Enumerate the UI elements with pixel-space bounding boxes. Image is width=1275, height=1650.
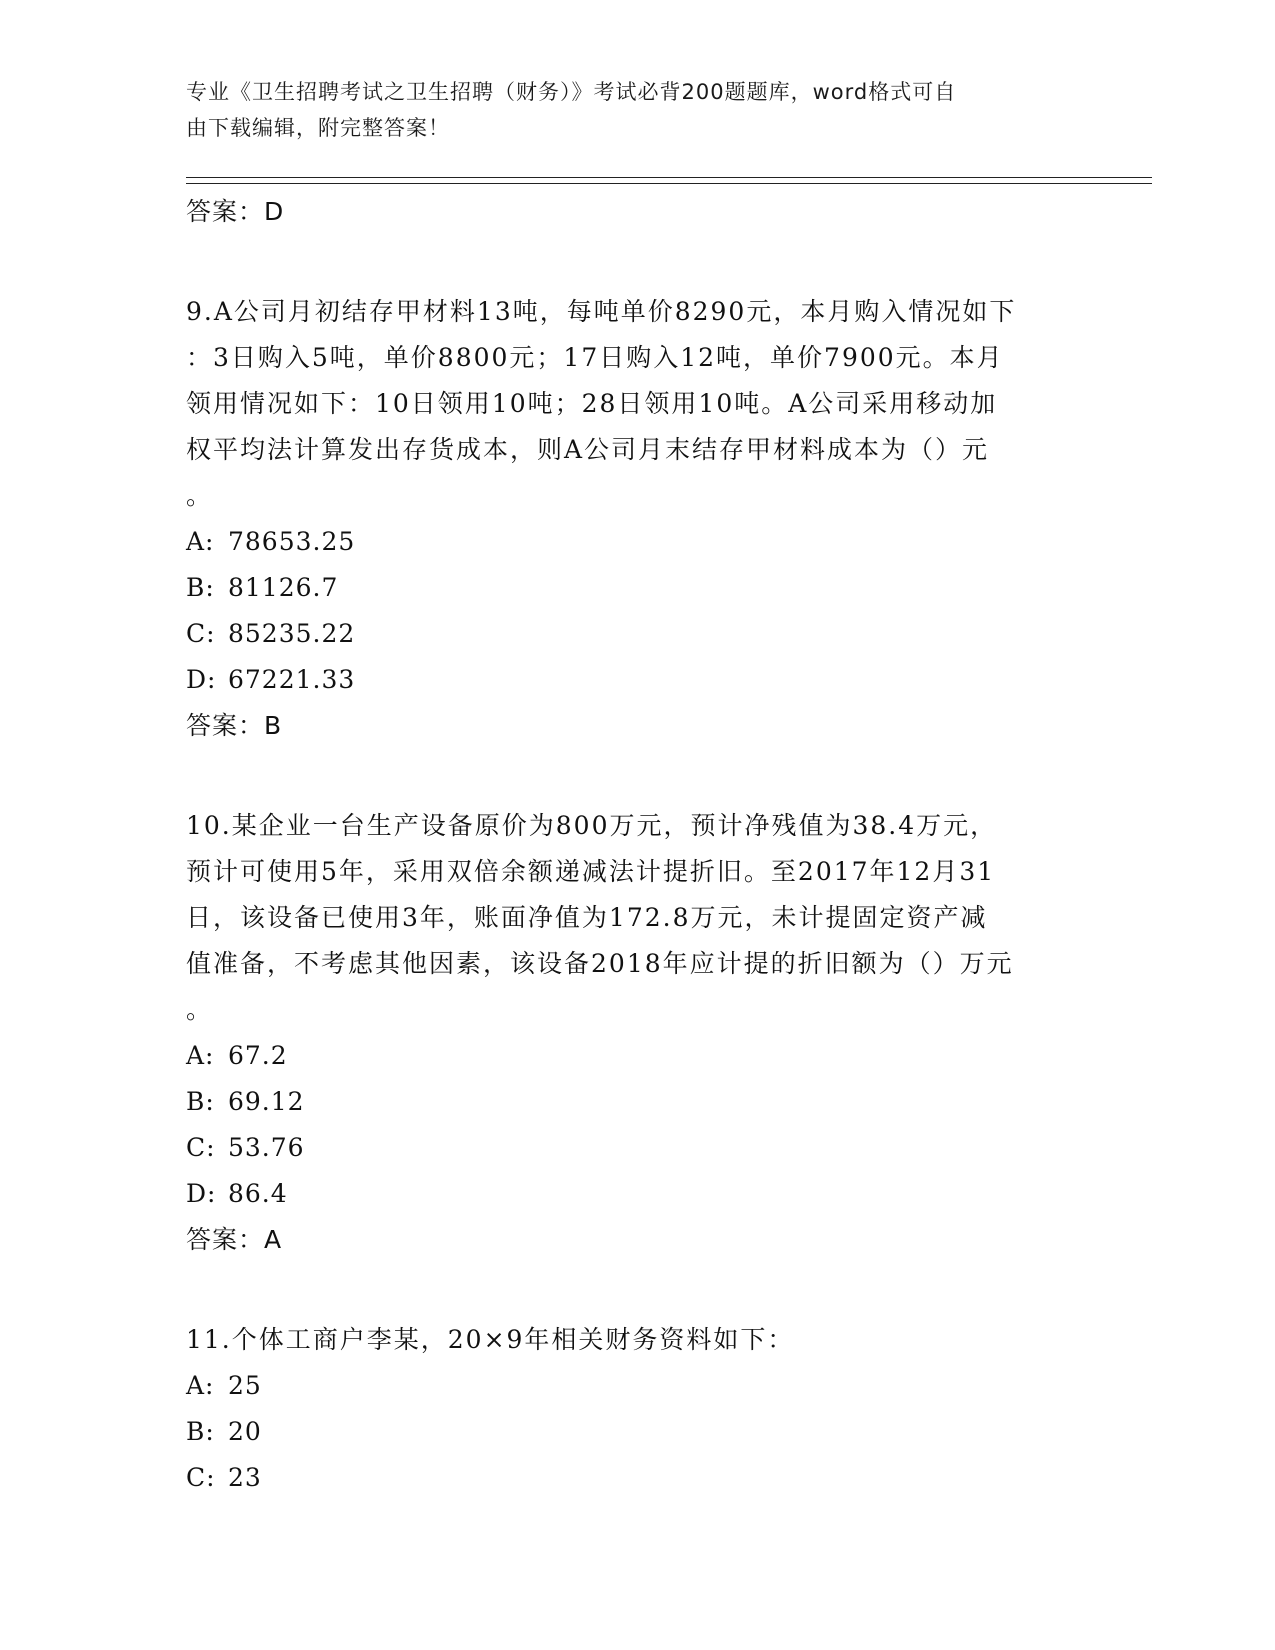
question-11 [186, 1317, 1086, 1363]
question-9-answer: 答案：B [186, 711, 283, 740]
option-value: 81126.7 [228, 573, 339, 602]
option-label: C: [186, 1133, 216, 1162]
question-10-line-2: 预计可使用5年，采用双倍余额递减法计提折旧。至2017年12月31 [186, 857, 996, 886]
spacer [186, 1263, 1086, 1317]
question-9-line-1: 9.A公司月初结存甲材料13吨，每吨单价8290元，本月购入情况如下 [186, 297, 1017, 326]
spacer [186, 749, 1086, 803]
header-divider-bottom [186, 183, 1152, 184]
previous-answer: 答案：D [186, 197, 285, 226]
question-10-option-d [186, 1171, 1086, 1217]
question-10-option-c [186, 1125, 1086, 1171]
document-header [186, 74, 1066, 146]
question-10-line-5: 。 [186, 995, 214, 1024]
question-10-answer: 答案：A [186, 1225, 283, 1254]
document-body [186, 189, 1086, 1501]
question-10 [186, 803, 1086, 1033]
option-label: A: [186, 527, 215, 556]
question-11-line-1: 11.个体工商户李某，20×9年相关财务资料如下： [186, 1325, 795, 1354]
option-label: D: [186, 1179, 217, 1208]
option-value: 20 [228, 1417, 262, 1446]
option-label: C: [186, 619, 216, 648]
question-11-option-b [186, 1409, 1086, 1455]
option-value: 85235.22 [228, 619, 356, 648]
option-value: 23 [228, 1463, 262, 1492]
option-label: D: [186, 665, 217, 694]
question-9-option-c [186, 611, 1086, 657]
option-label: B: [186, 573, 215, 602]
option-value: 67.2 [228, 1041, 288, 1070]
option-value: 53.76 [228, 1133, 305, 1162]
spacer [186, 235, 1086, 289]
question-10-line-1: 10.某企业一台生产设备原价为800万元，预计净残值为38.4万元， [186, 811, 998, 840]
question-9-option-b [186, 565, 1086, 611]
question-10-option-a [186, 1033, 1086, 1079]
header-line-2: 由下载编辑，附完整答案！ [186, 116, 450, 140]
option-label: B: [186, 1417, 215, 1446]
question-10-line-4: 值准备，不考虑其他因素，该设备2018年应计提的折旧额为（）万元 [186, 949, 1014, 978]
question-9-option-a [186, 519, 1086, 565]
question-9-option-d [186, 657, 1086, 703]
option-value: 67221.33 [228, 665, 356, 694]
header-divider-top [186, 177, 1152, 178]
option-value: 69.12 [228, 1087, 305, 1116]
question-9-line-5: 。 [186, 481, 214, 510]
question-9 [186, 289, 1086, 519]
question-10-option-b [186, 1079, 1086, 1125]
header-line-1: 专业《卫生招聘考试之卫生招聘（财务）》考试必背200题题库，word格式可自 [186, 80, 957, 104]
question-10-line-3: 日，该设备已使用3年，账面净值为172.8万元，未计提固定资产减 [186, 903, 988, 932]
question-9-line-3: 领用情况如下：10日领用10吨；28日领用10吨。A公司采用移动加 [186, 389, 998, 418]
option-label: B: [186, 1087, 215, 1116]
option-value: 25 [228, 1371, 262, 1400]
option-value: 86.4 [228, 1179, 288, 1208]
option-label: A: [186, 1371, 215, 1400]
question-9-line-2: ：3日购入5吨，单价8800元；17日购入12吨，单价7900元。本月 [186, 343, 1004, 372]
option-label: A: [186, 1041, 215, 1070]
question-9-line-4: 权平均法计算发出存货成本，则A公司月末结存甲材料成本为（）元 [186, 435, 990, 464]
question-11-option-c [186, 1455, 1086, 1501]
option-value: 78653.25 [228, 527, 356, 556]
question-11-option-a [186, 1363, 1086, 1409]
option-label: C: [186, 1463, 216, 1492]
